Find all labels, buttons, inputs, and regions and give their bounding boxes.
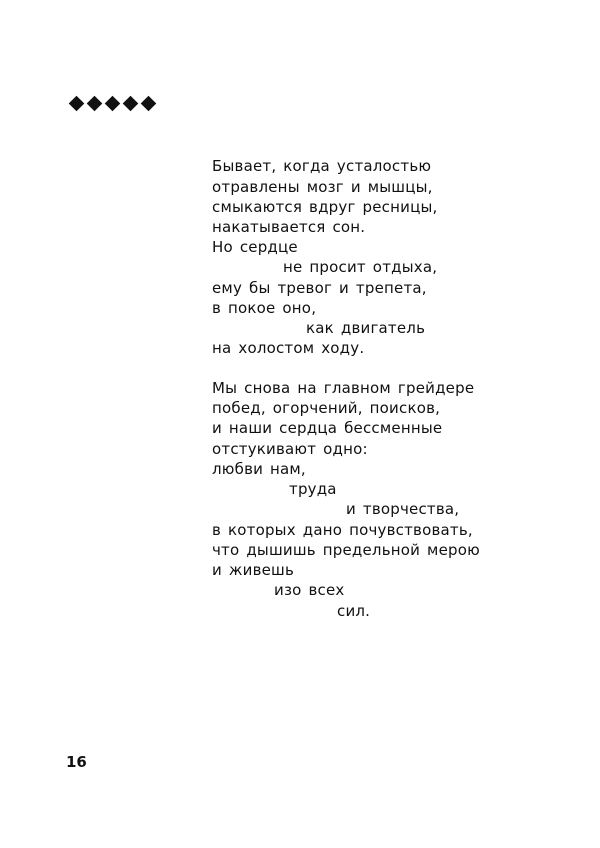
poem-line: труда: [289, 480, 337, 498]
poem-line: Мы снова на главном грейдере: [212, 379, 475, 397]
poem-line: ему бы тревог и трепета,: [212, 279, 427, 297]
page-number: 16: [66, 753, 87, 771]
poem-line: отстукивают одно:: [212, 440, 368, 458]
poem-line: побед, огорчений, поисков,: [212, 399, 441, 417]
poem-line: в покое оно,: [212, 299, 317, 317]
poem-line: и живешь: [212, 561, 295, 579]
poem-line: накатывается сон.: [212, 218, 366, 236]
poem-line: изо всех: [274, 581, 345, 599]
poem-line: и наши сердца бессменные: [212, 419, 443, 437]
poem-line: смыкаются вдруг ресницы,: [212, 198, 438, 216]
poem-line: сил.: [337, 602, 371, 620]
poem-line: Но сердце: [212, 238, 298, 256]
poem-line: отравлены мозг и мышцы,: [212, 178, 433, 196]
poem-line: любви нам,: [212, 460, 306, 478]
poem-line: на холостом ходу.: [212, 339, 365, 357]
poem-line: как двигатель: [306, 319, 426, 337]
poem-line: и творчества,: [346, 500, 460, 518]
poem-line: что дышишь предельной мерою: [212, 541, 480, 559]
poem-line: в которых дано почувствовать,: [212, 521, 473, 539]
poem-line: не просит отдыха,: [283, 258, 438, 276]
poem-line: Бывает, когда усталостью: [212, 157, 432, 175]
